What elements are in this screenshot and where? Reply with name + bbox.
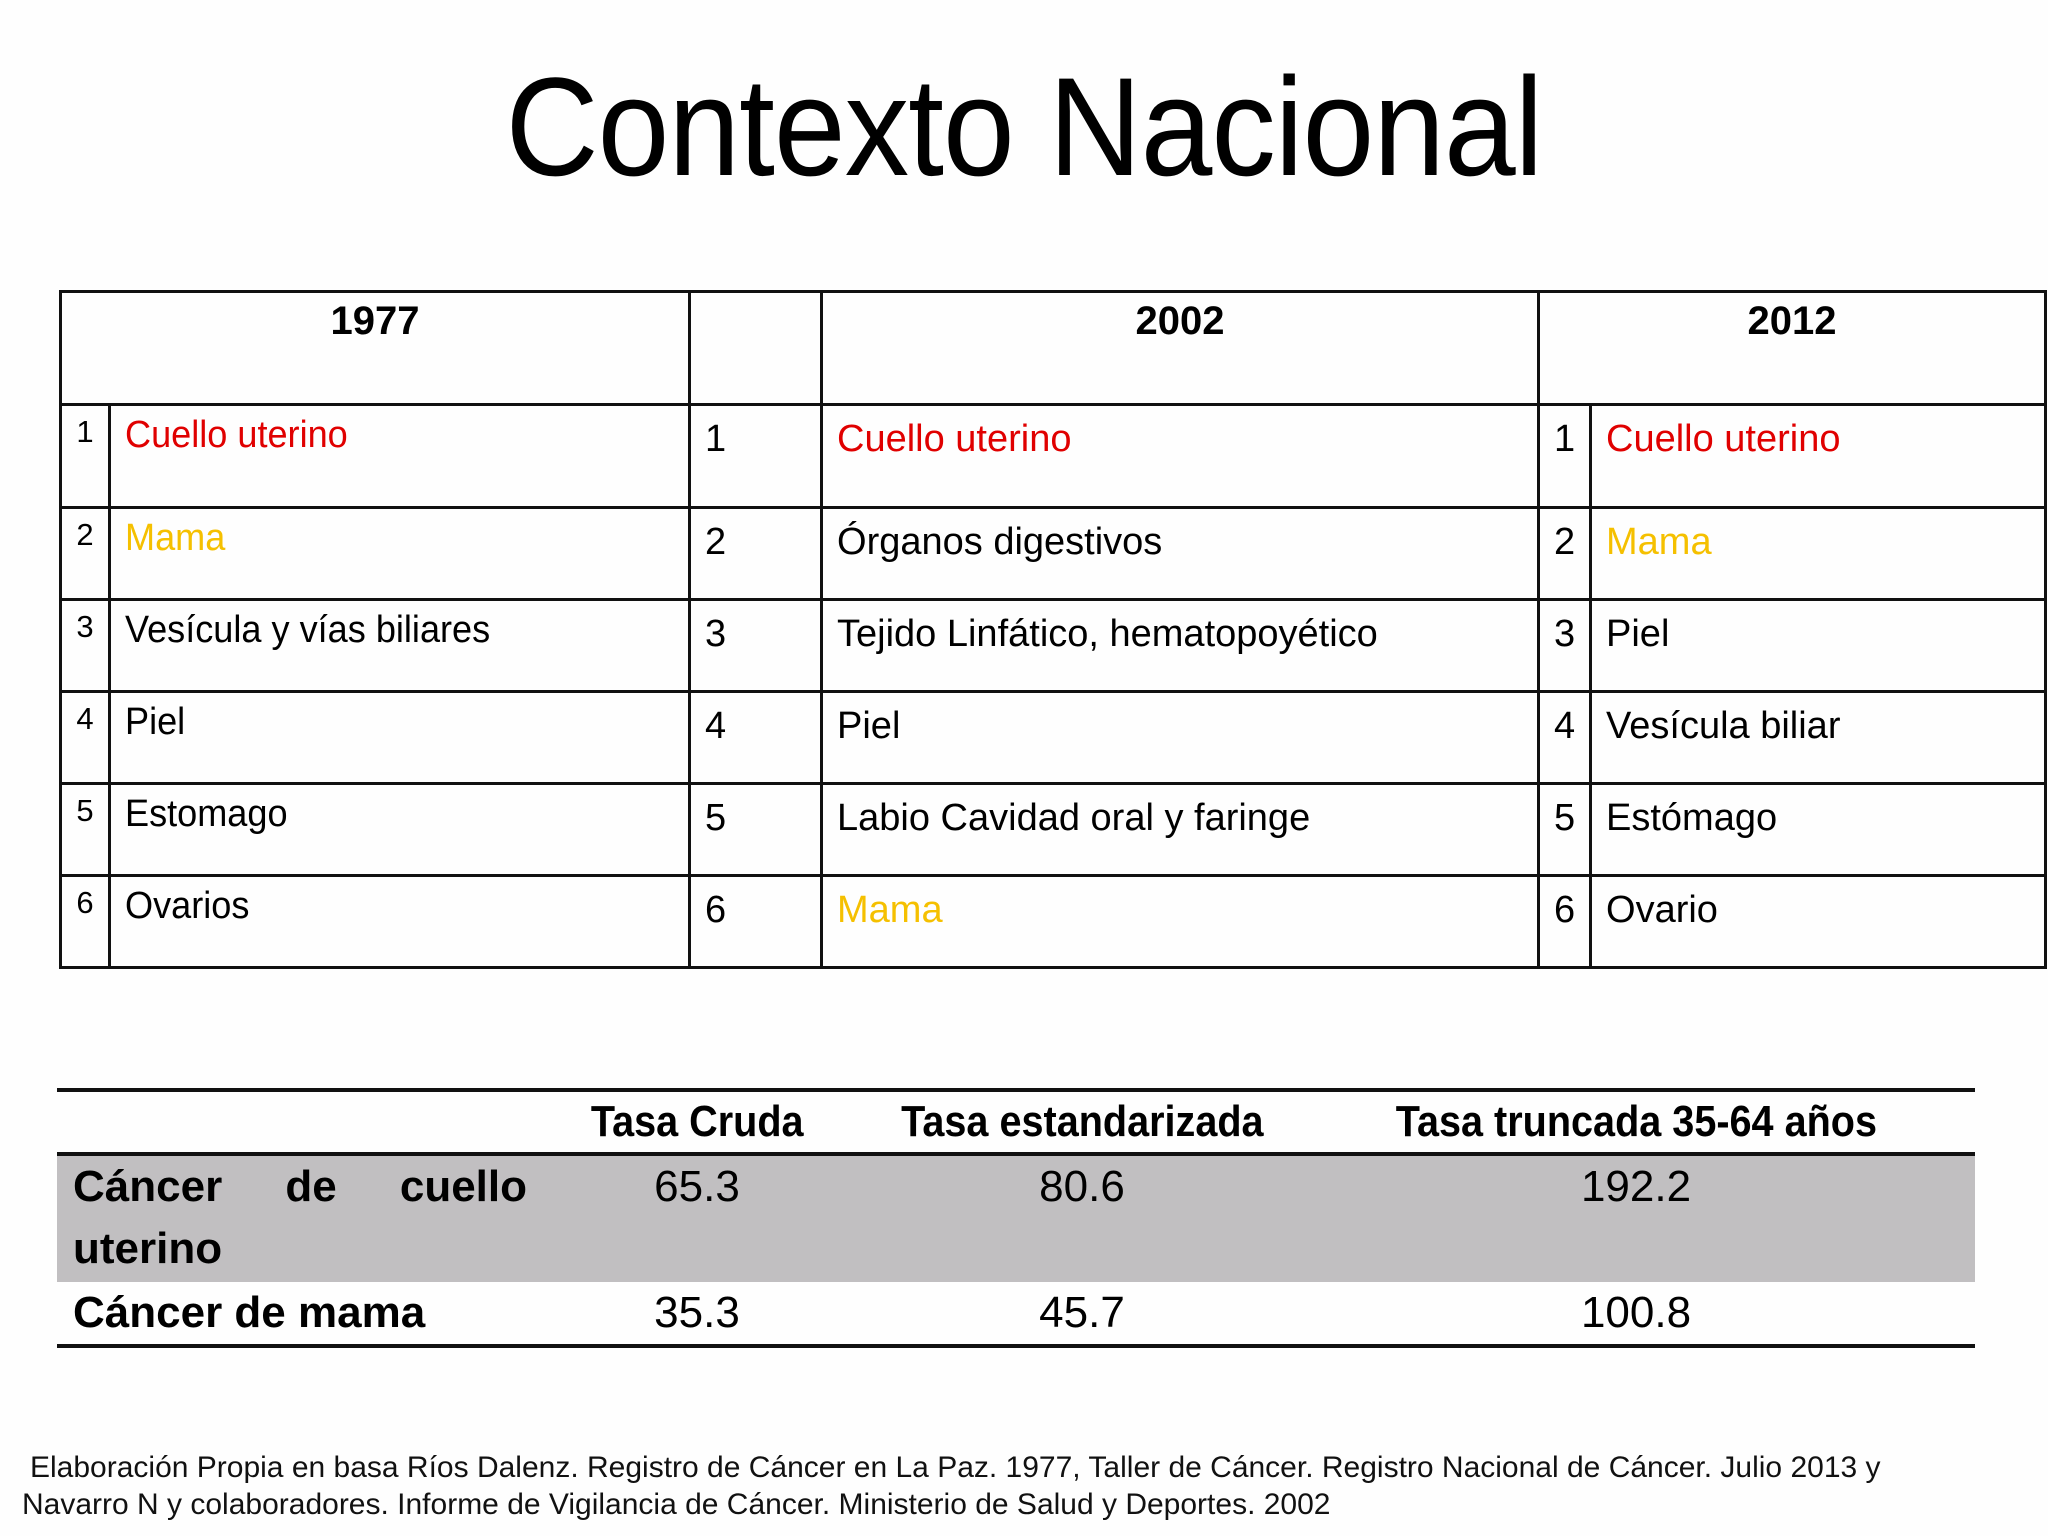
cancer-name: Piel — [1591, 600, 2046, 692]
header-empty — [57, 1090, 527, 1154]
table-row — [61, 600, 2046, 692]
rank-number: 5 — [61, 784, 110, 876]
rank-number: 6 — [690, 876, 822, 968]
table-row — [61, 876, 2046, 968]
footnote-line-1: Elaboración Propia en basa Ríos Dalenz. Registro de Cáncer en La Paz. 1977, Taller de Cáncer. Registro Nacional de Cáncer. Julio 2013 y — [30, 1451, 1881, 1484]
rank-number: 3 — [1539, 600, 1591, 692]
cancer-name: Vesícula biliar — [1591, 692, 2046, 784]
ranking-header-row — [61, 292, 2046, 405]
rank-number: 4 — [690, 692, 822, 784]
cancer-name: Cuello uterino — [822, 405, 1539, 508]
slide-title: Contexto Nacional — [505, 48, 1543, 205]
header-tasa-cruda: Tasa Cruda — [527, 1090, 867, 1154]
cancer-ranking-table — [59, 290, 2047, 969]
rank-number: 3 — [61, 600, 110, 692]
rank-number: 1 — [1539, 405, 1591, 508]
rank-number: 2 — [61, 508, 110, 600]
cancer-name: Mama — [1591, 508, 2046, 600]
value-truncada: 100.8 — [1580, 1288, 1692, 1337]
cancer-rates-table — [57, 1088, 1975, 1348]
value-estandarizada: 80.6 — [867, 1154, 1297, 1282]
rank-number: 3 — [690, 600, 822, 692]
cancer-name: Ovarios — [110, 876, 690, 968]
header-2002: 2002 — [822, 292, 1539, 405]
header-2012: 2012 — [1539, 292, 2046, 405]
header-tasa-estandarizada: Tasa estandarizada — [867, 1090, 1297, 1154]
rank-number: 2 — [1539, 508, 1591, 600]
cancer-name: Mama — [822, 876, 1539, 968]
rank-number: 4 — [1539, 692, 1591, 784]
row-label: Cáncer de mama — [73, 1288, 426, 1337]
rank-number: 5 — [1539, 784, 1591, 876]
cancer-name: Órganos digestivos — [822, 508, 1539, 600]
rank-number: 6 — [61, 876, 110, 968]
value-cruda: 65.3 — [527, 1154, 867, 1282]
rank-number: 5 — [690, 784, 822, 876]
cancer-name: Piel — [822, 692, 1539, 784]
table-row — [57, 1282, 1975, 1346]
footnote-line-2: Navarro N y colaboradores. Informe de Vigilancia de Cáncer. Ministerio de Salud y Deportes. 2002 — [22, 1488, 1331, 1521]
cancer-name: Vesícula y vías biliares — [110, 600, 690, 692]
cancer-name: Estómago — [1591, 784, 2046, 876]
value-truncada: 192.2 — [1297, 1154, 1975, 1282]
cancer-name: Piel — [110, 692, 690, 784]
value-estandarizada: 45.7 — [1039, 1288, 1125, 1337]
rates-header-row — [57, 1090, 1975, 1154]
table-row — [61, 692, 2046, 784]
value-cruda: 35.3 — [654, 1288, 740, 1337]
cancer-name: Tejido Linfático, hematopoyético — [822, 600, 1539, 692]
table-row — [61, 405, 2046, 508]
header-blank — [690, 292, 822, 405]
table-row — [61, 784, 2046, 876]
cancer-name: Cuello uterino — [110, 405, 690, 508]
rank-number: 1 — [690, 405, 822, 508]
rank-number: 2 — [690, 508, 822, 600]
rank-number: 6 — [1539, 876, 1591, 968]
cancer-name: Cuello uterino — [1591, 405, 2046, 508]
cancer-name: Mama — [110, 508, 690, 600]
header-tasa-truncada: Tasa truncada 35-64 años — [1297, 1090, 1975, 1154]
rank-number: 1 — [61, 405, 110, 508]
cancer-name: Estomago — [110, 784, 690, 876]
cancer-name: Labio Cavidad oral y faringe — [822, 784, 1539, 876]
header-1977: 1977 — [61, 292, 690, 405]
table-row — [57, 1154, 1975, 1282]
table-row — [61, 508, 2046, 600]
rank-number: 4 — [61, 692, 110, 784]
row-label: Cáncer de cuello uterino — [57, 1154, 527, 1282]
source-footnote — [22, 1449, 2032, 1523]
cancer-name: Ovario — [1591, 876, 2046, 968]
